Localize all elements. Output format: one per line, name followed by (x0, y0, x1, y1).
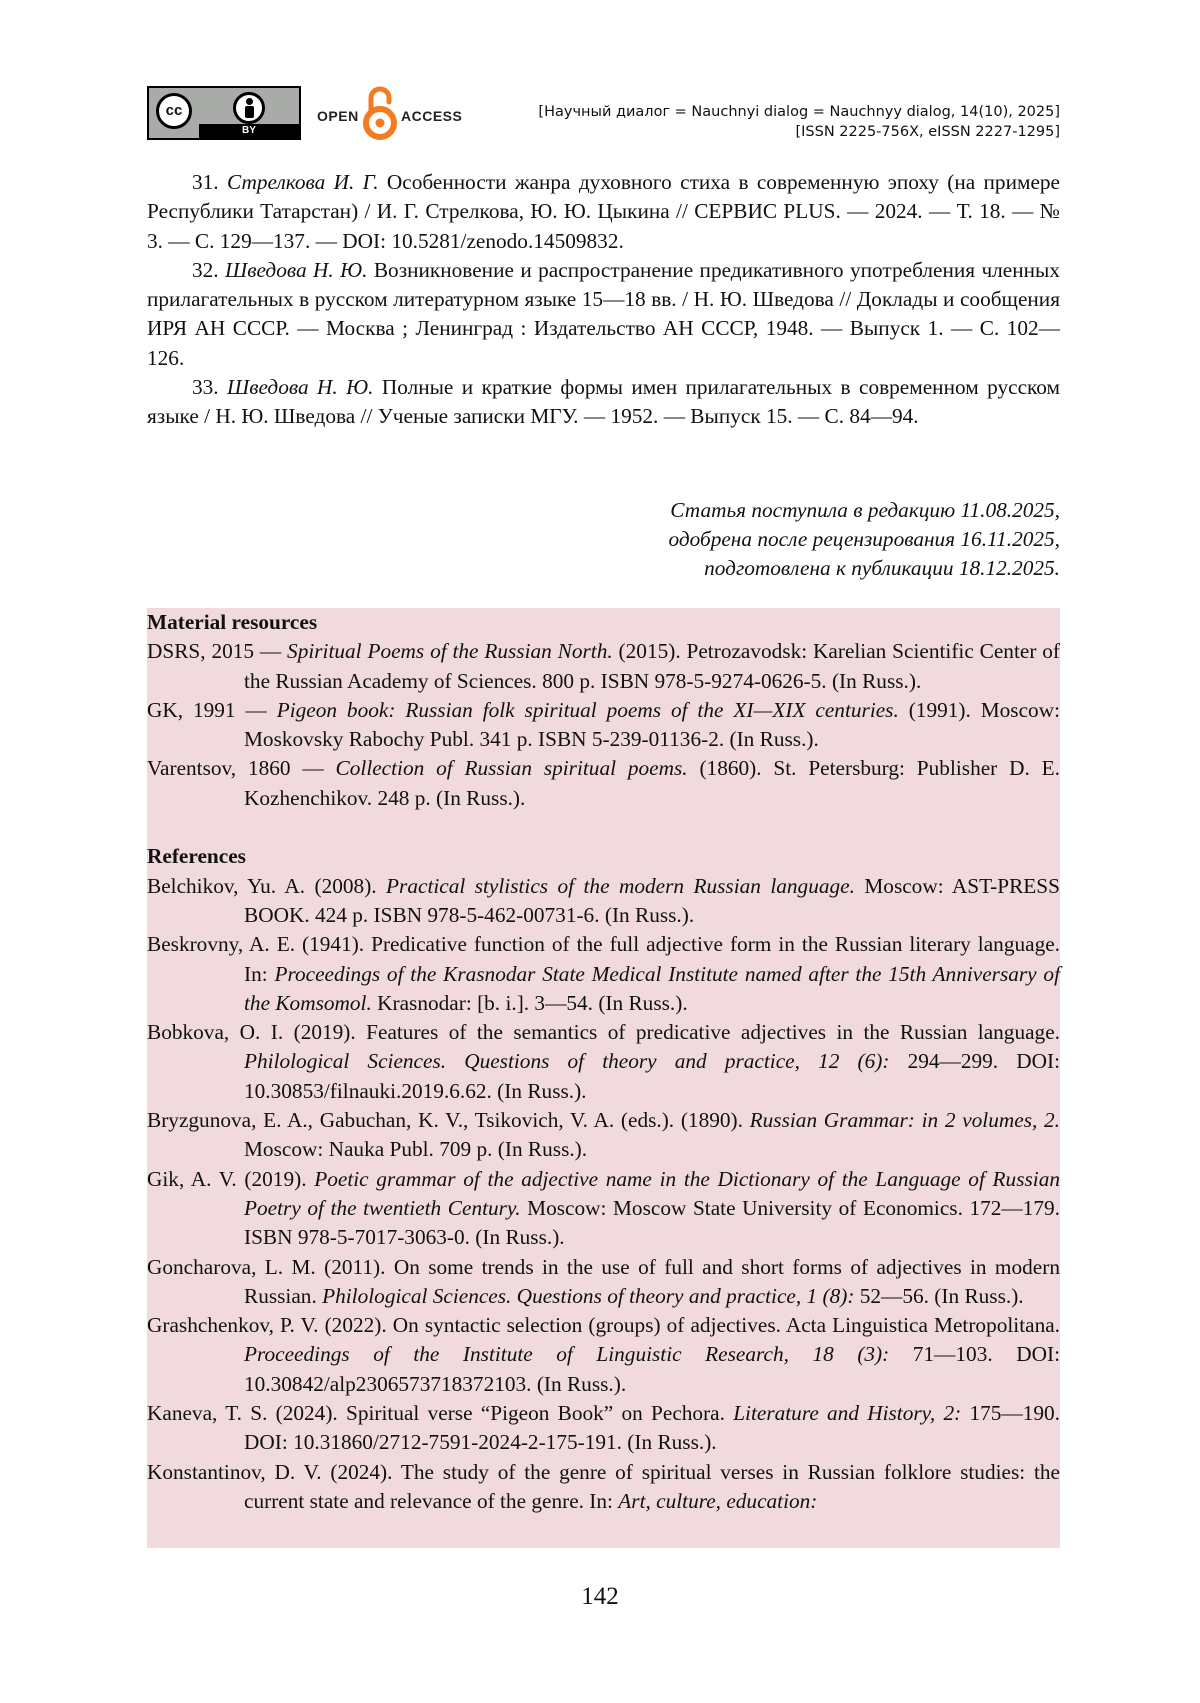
resource-title: Collection of Russian spiritual poems. (335, 756, 688, 781)
ref-italic: Art, culture, education: (618, 1488, 818, 1513)
section-spacer (147, 813, 1060, 842)
entry-text: Особенности жанра духовного стиха в современную эпоху (на примере Республики Татарстан) / И. Г. Стрелкова, Ю. Ю. Цыкина // СЕРВИС PLUS. — 2024. — Т. 18. — № 3. — С. 129—137. — DOI: 10.5281/zenodo.14509832. (147, 170, 1060, 253)
reference-item (147, 930, 1060, 1018)
entry-author: Стрелкова И. Г. (226, 170, 379, 194)
bibliography-list (147, 168, 1060, 432)
entry-number: 31. (192, 170, 219, 194)
bibliography-entry-32 (147, 256, 1060, 373)
ref-part: Grashchenkov, P. V. (2022). On syntactic selection (groups) of adjectives. Acta Linguistica Metropolitana. (147, 1313, 1060, 1338)
cc-by-license-badge (147, 86, 301, 140)
ref-italic: Practical stylistics of the modern Russian language. (386, 873, 855, 898)
material-resources-heading: Material resources (147, 610, 318, 634)
english-bibliography (147, 608, 1060, 1548)
ref-italic: Philological Sciences. Questions of theory and practice, 12 (6): (244, 1049, 890, 1074)
ref-part: Moscow: AST-PRESS BOOK. 424 p. ISBN 978-5-462-00731-6. (In Russ.). (244, 873, 1060, 927)
entry-author: Шведова Н. Ю. (227, 375, 374, 400)
ref-part: Bryzgunova, E. A., Gabuchan, K. V., Tsikovich, V. A. (eds.). (1890). (147, 1108, 750, 1133)
ref-part: Gik, A. V. (2019). (147, 1166, 315, 1191)
entry-number: 33. (192, 375, 219, 400)
approved-date: одобрена после рецензирования 16.11.2025, (668, 527, 1060, 551)
material-resource-item (147, 637, 1060, 696)
bibliography-entry-33 (147, 373, 1060, 432)
reference-item (147, 1106, 1060, 1165)
journal-issn-line: [ISSN 2225-756X, eISSN 2227-1295] (795, 124, 1060, 140)
resource-title: Pigeon book: Russian folk spiritual poems of the XI—XIX centuries. (276, 697, 899, 722)
reference-item (147, 1458, 1060, 1517)
reference-item (147, 872, 1060, 931)
entry-text: Полные и краткие формы имен прилагательных в современном русском языке / Н. Ю. Шведова // Ученые записки МГУ. — 1952. — Выпуск 15. — С. 84—94. (147, 375, 1061, 429)
reference-item (147, 1399, 1060, 1458)
reference-item (147, 1165, 1060, 1253)
received-date: Статья поступила в редакцию 11.08.2025, (670, 498, 1060, 522)
ref-italic: Russian Grammar: in 2 volumes, 2. (749, 1108, 1060, 1133)
open-access-access-text: ACCESS (401, 108, 463, 124)
entry-author: Шведова Н. Ю. (225, 257, 368, 282)
reference-item (147, 1311, 1060, 1399)
ref-part: Moscow: Moscow State University of Economics. 172—179. ISBN 978-5-7017-3063-0. (In Russ.). (244, 1195, 1060, 1250)
resource-details: (2015). Petrozavodsk: Karelian Scientific Center of the Russian Academy of Sciences. 800 p. ISBN 978-5-9274-0626-5. (In Russ.). (244, 639, 1060, 693)
ref-part: Belchikov, Yu. A. (2008). (147, 873, 387, 898)
prepared-date: подготовлена к публикации 18.12.2025. (704, 556, 1060, 580)
entry-number: 32. (192, 257, 219, 282)
resource-details: (1860). St. Petersburg: Publisher D. E. Kozhenchikov. 248 p. (In Russ.). (244, 756, 1060, 810)
open-access-lock-icon (362, 84, 398, 142)
resource-lead: Varentsov, 1860 — (147, 756, 336, 781)
entry-text: Возникновение и распространение предикативного употребления членных прилагательных в русском литературном языке 15—18 вв. / Н. Ю. Шведова // Доклады и сообщения ИРЯ АН СССР. — Москва ; Ленинград : Издательство АН СССР, 1948. — Выпуск 1. — С. 102—126. (147, 257, 1061, 370)
reference-item (147, 1253, 1060, 1312)
ref-part: Beskrovny, A. E. (1941). Predicative function of the full adjective form in the Russian literary language. In: (147, 932, 1060, 986)
ref-italic: Proceedings of the Institute of Linguistic Research, 18 (3): (244, 1342, 890, 1367)
ref-italic: Proceedings of the Krasnodar State Medical Institute named after the 15th Anniversary of the Komsomol. (244, 961, 1060, 1015)
ref-part: Kaneva, T. S. (2024). Spiritual verse “Pigeon Book” on Pechora. (147, 1401, 734, 1426)
ref-part: 52—56. (In Russ.). (854, 1283, 1024, 1308)
resource-lead: DSRS, 2015 — (147, 639, 288, 664)
resource-details: (1991). Moscow: Moskovsky Rabochy Publ. 341 p. ISBN 5-239-01136-2. (In Russ.). (244, 697, 1060, 752)
ref-part: 175—190. DOI: 10.31860/2712-7591-2024-2-175-191. (In Russ.). (244, 1401, 1061, 1455)
references-heading: References (147, 844, 246, 869)
resource-lead: GK, 1991 — (147, 697, 277, 722)
journal-citation (538, 102, 1060, 142)
bibliography-entry-31 (147, 168, 1060, 256)
material-resource-item (147, 754, 1060, 813)
ref-part: 294—299. DOI: 10.30853/filnauki.2019.6.62. (In Russ.). (244, 1049, 1060, 1103)
article-dates (147, 496, 1060, 583)
ref-part: Moscow: Nauka Publ. 709 p. (In Russ.). (244, 1137, 588, 1162)
page-number: 142 (581, 1583, 619, 1610)
open-access-open-text: OPEN (317, 108, 359, 124)
ref-part: 71—103. DOI: 10.30842/alp2306573718372103. (In Russ.). (244, 1342, 1060, 1396)
ref-part: Konstantinov, D. V. (2024). The study of the genre of spiritual verses in Russian folklore studies: the current state and relevance of the genre. In: (147, 1459, 1060, 1513)
ref-italic: Poetic grammar of the adjective name in the Dictionary of the Language of Russian Poetry of the twentieth Century. (244, 1166, 1060, 1220)
ref-italic: Literature and History, 2: (733, 1401, 962, 1426)
page-header (147, 84, 1060, 144)
reference-item (147, 1018, 1060, 1106)
resource-title: Spiritual Poems of the Russian North. (287, 639, 613, 664)
ref-italic: Philological Sciences. Questions of theory and practice, 1 (8): (322, 1283, 855, 1308)
material-resource-item (147, 696, 1060, 755)
attribution-person-icon (233, 92, 265, 124)
journal-title-line: [Научный диалог = Nauchnyi dialog = Nauchnyy dialog, 14(10), 2025] (538, 104, 1060, 120)
creative-commons-icon: cc (156, 93, 192, 129)
ref-part: Goncharova, L. M. (2011). On some trends in the use of full and short forms of adjectives in modern Russian. (147, 1254, 1060, 1308)
by-label: BY (199, 124, 299, 138)
ref-part: Krasnodar: [b. i.]. 3—54. (In Russ.). (371, 990, 688, 1015)
ref-part: Bobkova, O. I. (2019). Features of the semantics of predicative adjectives in the Russian language. (147, 1020, 1060, 1045)
